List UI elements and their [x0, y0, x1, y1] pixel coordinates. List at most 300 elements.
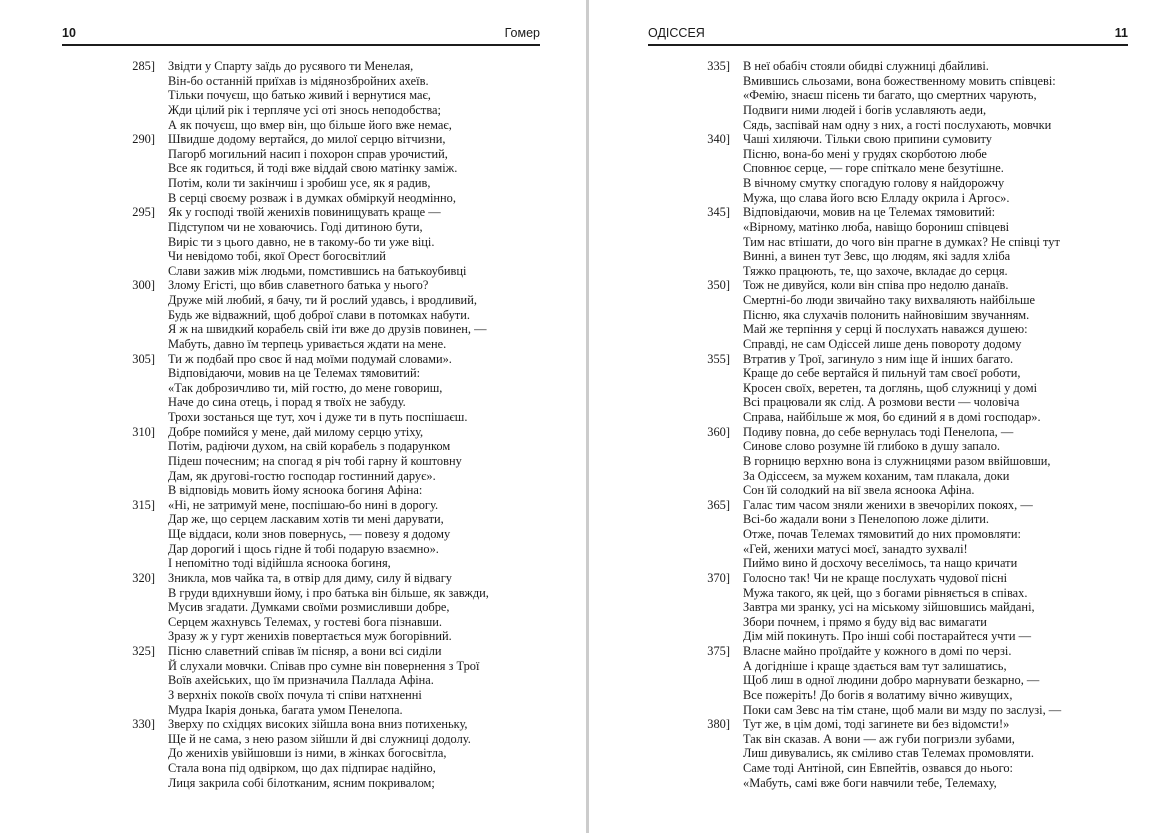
- verse-text: Зникла, мов чайка та, в отвір для диму, силу й відвагу: [168, 570, 452, 585]
- verse-text: Слави зажив між людьми, помстившись на батькоубивці: [168, 263, 467, 278]
- verse-text: Отже, почав Телемах тямовитий до них промовляти:: [743, 527, 1021, 541]
- verse-line: [0, 571, 586, 586]
- verse-text: А як почуєш, що вмер він, що більше його вже немає,: [168, 117, 452, 132]
- line-number: [62, 161, 155, 176]
- verse-line: [0, 176, 586, 191]
- verse-line: [589, 498, 1175, 513]
- verse-line: [0, 498, 586, 513]
- line-number: [648, 703, 730, 718]
- verse-line: [0, 586, 586, 601]
- line-number: [62, 776, 155, 791]
- verse-text: Ти ж подбай про своє й над моїми подумай словами».: [168, 351, 452, 366]
- verse-line: [589, 586, 1175, 601]
- verse-text: Галас тим часом зняли женихи в звечорілих покоях, —: [743, 497, 1033, 512]
- verse-text: Друже мій любий, я бачу, ти й рослий удавсь, і вродливий,: [168, 293, 477, 307]
- line-number: [648, 176, 730, 191]
- line-number: [62, 629, 155, 644]
- verse-line: [589, 571, 1175, 586]
- line-number: 365]: [707, 497, 730, 512]
- verse-line: [589, 176, 1175, 191]
- line-number: [62, 88, 155, 103]
- line-number: [62, 308, 155, 323]
- line-number: [648, 235, 730, 250]
- verse-line: [589, 264, 1175, 279]
- verse-line: [0, 527, 586, 542]
- verse-line: [589, 512, 1175, 527]
- verse-text: Справді, не сам Одіссей лише день повороту додому: [743, 336, 1022, 351]
- verse-line: [589, 454, 1175, 469]
- page-number-right: 11: [1114, 26, 1128, 40]
- line-number: [648, 629, 730, 644]
- verse-line: [0, 132, 586, 147]
- verse-line: [589, 322, 1175, 337]
- verse-text: Пісню славетний співав їм пісняр, а вони всі сиділи: [168, 644, 442, 658]
- verse-line: [589, 644, 1175, 659]
- line-number: [648, 118, 730, 133]
- verse-text: Мабуть, давно їм терпець уривається ждати на мене.: [168, 336, 447, 351]
- verse-text: Справа, найбільше ж моя, бо єдиний я в домі господар».: [743, 410, 1041, 424]
- line-number: [648, 483, 730, 498]
- verse-text: Підступом чи не ховаючись. Годі дитиною бути,: [168, 219, 423, 234]
- verse-text: Й слухали мовчки. Співав про сумне він повернення з Трої: [168, 658, 480, 673]
- verse-text: «Вірному, матінко люба, навіщо борониш співцеві: [743, 219, 1010, 234]
- verse-line: [0, 512, 586, 527]
- line-number: [648, 147, 730, 162]
- verse-line: [589, 88, 1175, 103]
- verse-line: [0, 615, 586, 630]
- verse-line: [0, 425, 586, 440]
- verse-text: Трохи зостанься ще тут, хоч і дуже ти в путь поспішаєш.: [168, 410, 468, 424]
- line-number: [62, 147, 155, 162]
- verse-text: Мудра Ікарія донька, багата умом Пенелопа.: [168, 702, 403, 717]
- line-number: [62, 235, 155, 250]
- line-number: [648, 395, 730, 410]
- line-number: [62, 615, 155, 630]
- line-number: 380]: [707, 717, 730, 732]
- left-page-header: [62, 26, 540, 46]
- verse-text: Мужа такого, як цей, що з богами рівняється в співах.: [743, 585, 1028, 600]
- line-number: [62, 586, 155, 601]
- verse-text: Все як годиться, й тоді вже віддай свою матінку заміж.: [168, 161, 458, 176]
- verse-line: [0, 732, 586, 747]
- line-number: [62, 366, 155, 381]
- verse-text: Відповідаючи, мовив на це Телемах тямовитий:: [743, 205, 996, 220]
- verse-line: [0, 147, 586, 162]
- line-number: 340]: [707, 132, 730, 147]
- verse-line: [589, 483, 1175, 498]
- verse-text: До женихів увійшовши із ними, в жінках богосвітла,: [168, 746, 447, 761]
- verse-text: Звідти у Спарту заїдь до русявого ти Менелая,: [168, 59, 414, 73]
- verse-line: [0, 556, 586, 571]
- verse-line: [0, 600, 586, 615]
- verse-text: За Одіссеєм, за мужем коханим, там плакала, доки: [743, 468, 1010, 483]
- line-number: 350]: [707, 278, 730, 293]
- verse-text: Голосно так! Чи не краще послухать чудової пісні: [743, 570, 1008, 585]
- line-number: 290]: [132, 132, 155, 147]
- verse-text: Зверху по східцях високих зійшла вона вниз потихеньку,: [168, 717, 468, 732]
- verse-text: Всі-бо жадали вони з Пенелопою ложе ділити.: [743, 512, 990, 527]
- verse-text: Тож не дивуйся, коли він співа про недолю данаїв.: [743, 278, 1009, 293]
- line-number: [62, 337, 155, 352]
- verse-line: [589, 776, 1175, 791]
- verse-line: [0, 673, 586, 688]
- line-number: [648, 673, 730, 688]
- line-number: [648, 469, 730, 484]
- verse-text: «Мабуть, самі вже боги навчили тебе, Телемаху,: [743, 775, 997, 790]
- verse-line: [0, 322, 586, 337]
- verse-text: Дам, як другові-гостю господар гостинний дарує».: [168, 468, 436, 483]
- line-number: 355]: [707, 351, 730, 366]
- verse-text: Наче до сина отець, і порад я твоїх не забуду.: [168, 395, 406, 410]
- right-page-header: [648, 26, 1128, 46]
- line-number: [648, 439, 730, 454]
- line-number: [648, 366, 730, 381]
- verse-text: Жди цілий рік і терпляче усі оті знось неподобства;: [168, 102, 441, 117]
- page-number-left: 10: [62, 26, 76, 40]
- verse-text: А догідніше і краще здається вам тут залишатись,: [743, 658, 1007, 673]
- line-number: [648, 337, 730, 352]
- verse-line: [589, 381, 1175, 396]
- verse-line: [589, 59, 1175, 74]
- line-number: [648, 454, 730, 469]
- verse-line: [0, 264, 586, 279]
- verse-line: [589, 688, 1175, 703]
- verse-line: [0, 629, 586, 644]
- verse-line: [589, 425, 1175, 440]
- line-number: [62, 527, 155, 542]
- line-number: 300]: [132, 278, 155, 293]
- line-number: [648, 600, 730, 615]
- line-number: [62, 688, 155, 703]
- verse-text: Втратив у Трої, загинуло з ним іще й інших багато.: [743, 351, 1014, 366]
- line-number: [648, 103, 730, 118]
- verse-line: [589, 746, 1175, 761]
- verse-text: Краще до себе вертайся й пильнуй там своєї роботи,: [743, 366, 1021, 381]
- verse-text: В відповідь мовить йому ясноока богиня Афіна:: [168, 483, 423, 498]
- line-number: [62, 220, 155, 235]
- verse-line: [0, 761, 586, 776]
- line-number: [648, 761, 730, 776]
- verse-line: [0, 308, 586, 323]
- verse-text: Сядь, заспівай нам одну з них, а гості послухають, мовчки: [743, 117, 1052, 132]
- verse-text: Стала вона під одвірком, що дах підпирає надійно,: [168, 761, 436, 775]
- verse-text: Лиця закрила собі білотканим, ясним покривалом;: [168, 775, 435, 790]
- line-number: [648, 746, 730, 761]
- line-number: [648, 512, 730, 527]
- verse-line: [589, 732, 1175, 747]
- line-number: [62, 176, 155, 191]
- verse-line: [0, 542, 586, 557]
- verse-line: [589, 161, 1175, 176]
- verse-text: Чаші хиляючи. Тільки свою припини сумовиту: [743, 132, 993, 147]
- verse-text: Пісню, вона-бо мені у грудях скорботою любе: [743, 146, 987, 161]
- verse-line: [589, 220, 1175, 235]
- verse-text: В серці своєму розваж і в думках обміркуй неодмінно,: [168, 190, 456, 205]
- verse-text: Мужа, що слава його всю Елладу окрила і Аргос».: [743, 190, 1010, 205]
- verse-text: Відповідаючи, мовив на це Телемах тямовитий:: [168, 366, 421, 381]
- verse-text: В горницю верхню вона із служницями разом ввійшовши,: [743, 453, 1051, 468]
- verse-text: Поки сам Зевс на тім стане, щоб мали ви мзду по заслузі, —: [743, 702, 1062, 717]
- verse-text: Серцем жахнувсь Телемах, у гостеві бога пізнавши.: [168, 614, 442, 629]
- verse-text: Ще й не сама, з нею разом зійшли й дві служниці додолу.: [168, 731, 471, 746]
- line-number: [648, 381, 730, 396]
- line-number: [62, 600, 155, 615]
- line-number: [648, 688, 730, 703]
- line-number: [648, 249, 730, 264]
- verse-line: [589, 205, 1175, 220]
- verse-line: [0, 469, 586, 484]
- verse-text: Дім мій покинуть. Про інші собі постарайтеся учти —: [743, 629, 1032, 644]
- verse-line: [0, 278, 586, 293]
- verse-line: [0, 352, 586, 367]
- verse-text: Тим нас втішати, до чого він прагне в думках? Не співці тут: [743, 234, 1060, 249]
- verse-line: [589, 527, 1175, 542]
- line-number: [648, 542, 730, 557]
- verse-text: Зразу ж у гурт женихів повертається муж богорівний.: [168, 629, 452, 644]
- line-number: 305]: [132, 351, 155, 366]
- verse-line: [0, 161, 586, 176]
- line-number: [62, 703, 155, 718]
- line-number: 360]: [707, 424, 730, 439]
- verse-line: [0, 235, 586, 250]
- verse-text: Дар дорогий і щось гідне й тобі подарую взаємно».: [168, 541, 439, 556]
- line-number: [648, 732, 730, 747]
- verse-line: [589, 703, 1175, 718]
- verse-line: [0, 103, 586, 118]
- verse-text: Смертні-бо люди звичайно таку вихваляють найбільше: [743, 293, 1036, 307]
- verse-line: [589, 717, 1175, 732]
- line-number: [648, 161, 730, 176]
- verse-line: [589, 352, 1175, 367]
- verse-text: «Фемію, знаєш пісень ти багато, що смертних чарують,: [743, 88, 1037, 103]
- line-number: [62, 103, 155, 118]
- verse-text: І непомітно тоді відійшла ясноока богиня,: [168, 556, 391, 571]
- verse-line: [0, 337, 586, 352]
- verse-line: [0, 118, 586, 133]
- line-number: [62, 264, 155, 279]
- line-number: [648, 556, 730, 571]
- verse-line: [589, 439, 1175, 454]
- verse-text: Чи невідомо тобі, якої Орест богосвітлий: [168, 249, 386, 264]
- verse-line: [0, 293, 586, 308]
- line-number: [648, 220, 730, 235]
- line-number: 315]: [132, 497, 155, 512]
- verse-text: Власне майно проїдайте у кожного в домі по черзі.: [743, 644, 1012, 658]
- verse-line: [589, 74, 1175, 89]
- verse-line: [589, 103, 1175, 118]
- verse-line: [0, 220, 586, 235]
- verse-text: Тільки почуєш, що батько живий і вернутися має,: [168, 88, 431, 103]
- verse-text: Злому Егісті, що вбив славетного батька у нього?: [168, 278, 429, 293]
- verse-line: [589, 673, 1175, 688]
- verse-text: В неї обабіч стояли обидві служниці дбайливі.: [743, 59, 989, 73]
- verse-text: Вмившись сльозами, вона божественному мовить співцеві:: [743, 73, 1056, 88]
- verse-text: Тут же, в цім домі, тоді загинете ви без відомсти!»: [743, 717, 1010, 732]
- verse-text: Кросен своїх, веретен, та доглянь, щоб служниці у домі: [743, 380, 1038, 395]
- verse-line: [589, 615, 1175, 630]
- left-page: [0, 0, 586, 833]
- verse-line: [589, 469, 1175, 484]
- verse-text: Подвиги ними людей і богів уславляють аеди,: [743, 102, 987, 117]
- verse-text: В вічному смутку спогадую голову я найдорожчу: [743, 176, 1005, 190]
- verse-line: [589, 629, 1175, 644]
- line-number: [62, 732, 155, 747]
- line-number: [648, 322, 730, 337]
- verse-line: [0, 74, 586, 89]
- verse-line: [0, 249, 586, 264]
- line-number: 370]: [707, 570, 730, 585]
- verse-line: [589, 249, 1175, 264]
- verse-text: Подиву повна, до себе вернулась тоді Пенелопа, —: [743, 424, 1014, 439]
- line-number: [62, 74, 155, 89]
- verse-line: [589, 293, 1175, 308]
- verse-text: Швидше додому вертайся, до милої серцю вітчизни,: [168, 132, 446, 147]
- line-number: [62, 454, 155, 469]
- line-number: [62, 556, 155, 571]
- running-head-title: ОДІССЕЯ: [648, 26, 705, 40]
- verse-text: Будь же відважний, щоб доброї слави в потомках набути.: [168, 307, 470, 322]
- verse-text: «Так доброзичливо ти, мій гостю, до мене говориш,: [168, 380, 443, 395]
- verse-line: [0, 688, 586, 703]
- line-number: [648, 293, 730, 308]
- verse-line: [0, 659, 586, 674]
- verse-line: [0, 410, 586, 425]
- verse-text: Пиймо вино й досхочу веселімось, та нащо кричати: [743, 556, 1018, 571]
- line-number: [648, 527, 730, 542]
- verse-line: [589, 542, 1175, 557]
- line-number: [648, 88, 730, 103]
- verse-line: [0, 59, 586, 74]
- verse-line: [0, 483, 586, 498]
- line-number: [648, 74, 730, 89]
- verse-text: «Гей, женихи матусі моєї, занадто зухвалі!: [743, 541, 968, 556]
- verse-text: Він-бо останній приїхав із мідянозбройних ахеїв.: [168, 73, 429, 88]
- line-number: [62, 322, 155, 337]
- verse-line: [589, 132, 1175, 147]
- verse-line: [589, 366, 1175, 381]
- line-number: 295]: [132, 205, 155, 220]
- verse-text: В груди вдихнувши йому, і про батька він більше, як завжди,: [168, 585, 489, 600]
- line-number: [62, 395, 155, 410]
- verse-text: Синове слово розумне їй глибоко в душу запало.: [743, 439, 1001, 454]
- verse-text: Тяжко працюють, те, що захоче, вкладає до серця.: [743, 263, 1008, 278]
- verse-line: [589, 337, 1175, 352]
- right-page: [589, 0, 1175, 833]
- verse-line: [589, 659, 1175, 674]
- verse-text: Щоб лиш в одної людини добро марнувати безкарно, —: [743, 673, 1040, 688]
- line-number: [62, 673, 155, 688]
- verse-text: Лиш дивувались, як сміливо став Телемах промовляти.: [743, 746, 1035, 761]
- verse-text: Пагорб могильний насип і похорон справ урочистий,: [168, 146, 448, 161]
- verse-line: [589, 600, 1175, 615]
- line-number: [62, 469, 155, 484]
- line-number: [648, 776, 730, 791]
- verse-line: [589, 395, 1175, 410]
- verse-line: [0, 439, 586, 454]
- verse-text: «Ні, не затримуй мене, поспішаю-бо нині в дорогу.: [168, 497, 439, 512]
- verse-line: [0, 776, 586, 791]
- line-number: [62, 118, 155, 133]
- verse-text: Воїв ахейських, що їм призначила Паллада Афіна.: [168, 673, 434, 688]
- line-number: [62, 542, 155, 557]
- line-number: 325]: [132, 644, 155, 658]
- line-number: 285]: [132, 59, 155, 73]
- verse-column-left: [0, 59, 586, 790]
- line-number: [62, 293, 155, 308]
- verse-text: Винні, а винен тут Зевс, що людям, які задля хліба: [743, 249, 1011, 264]
- verse-line: [589, 761, 1175, 776]
- verse-line: [589, 235, 1175, 250]
- verse-line: [589, 278, 1175, 293]
- verse-line: [0, 381, 586, 396]
- line-number: [62, 659, 155, 674]
- verse-line: [0, 717, 586, 732]
- line-number: [62, 410, 155, 425]
- verse-line: [589, 147, 1175, 162]
- verse-line: [0, 366, 586, 381]
- verse-text: Саме тоді Антіной, син Евпейтів, озвався до нього:: [743, 761, 1014, 775]
- line-number: 310]: [132, 424, 155, 439]
- verse-text: Завтра ми зранку, усі на міському зійшовшись майдані,: [743, 600, 1035, 615]
- line-number: 335]: [707, 59, 730, 73]
- verse-text: Май же терпіння у серці й послухать наважся душею:: [743, 322, 1028, 337]
- line-number: [648, 191, 730, 206]
- verse-text: Мусив згадати. Думками своїми розмисливши добре,: [168, 600, 450, 615]
- verse-line: [0, 205, 586, 220]
- verse-text: Як у господі твоїй женихів повинищувать краще —: [168, 205, 441, 220]
- verse-line: [589, 556, 1175, 571]
- verse-line: [0, 88, 586, 103]
- line-number: 330]: [132, 717, 155, 732]
- line-number: [62, 746, 155, 761]
- line-number: [648, 586, 730, 601]
- verse-text: Підеш почесним; на спогад я річ тобі гарну й коштовну: [168, 453, 462, 468]
- verse-text: Дар же, що серцем ласкавим хотів ти мені дарувати,: [168, 512, 444, 527]
- verse-text: З верхніх покоїв своїх почула ті співи натхненні: [168, 687, 422, 702]
- verse-text: Виріс ти з цього давно, не в такому-бо ти уже віці.: [168, 234, 435, 249]
- verse-text: Потім, коли ти закінчиш і зробиш усе, як я радив,: [168, 176, 431, 190]
- line-number: [62, 439, 155, 454]
- verse-text: Сон їй солодкий на вії звела ясноока Афіна.: [743, 483, 975, 498]
- verse-text: Збори почнем, і прямо я буду від вас вимагати: [743, 614, 987, 629]
- verse-text: Сповнює серце, — горе спіткало мене безутішне.: [743, 161, 1004, 176]
- line-number: [62, 761, 155, 776]
- verse-text: Все пожеріть! До богів я волатиму вічно живущих,: [743, 687, 1013, 702]
- verse-text: Добре помийся у мене, дай милому серцю утіху,: [168, 424, 424, 439]
- line-number: [62, 381, 155, 396]
- verse-line: [0, 191, 586, 206]
- line-number: [648, 308, 730, 323]
- running-head-author: Гомер: [504, 26, 540, 40]
- verse-line: [589, 410, 1175, 425]
- verse-column-right: [589, 59, 1175, 790]
- verse-line: [0, 703, 586, 718]
- verse-line: [589, 191, 1175, 206]
- line-number: [648, 410, 730, 425]
- verse-text: Пісню, яка слухачів полонить найновішим звучанням.: [743, 307, 1030, 322]
- line-number: [62, 249, 155, 264]
- verse-text: Всі працювали як слід. А розмови вести — чоловіча: [743, 395, 1020, 410]
- verse-line: [589, 308, 1175, 323]
- line-number: [648, 615, 730, 630]
- verse-line: [0, 454, 586, 469]
- verse-text: Потім, радіючи духом, на свій корабель з подарунком: [168, 439, 451, 454]
- line-number: [648, 264, 730, 279]
- verse-line: [0, 644, 586, 659]
- line-number: 320]: [132, 570, 155, 585]
- line-number: 345]: [707, 205, 730, 220]
- verse-text: Так він сказав. А вони — аж губи погризли зубами,: [743, 731, 1015, 746]
